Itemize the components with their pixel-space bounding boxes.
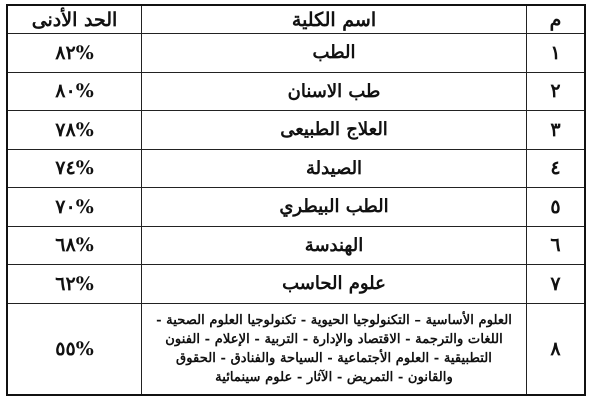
faculty-name: العلاج الطبيعى xyxy=(141,111,526,149)
faculty-name: الطب xyxy=(141,34,526,72)
table-row xyxy=(8,227,584,266)
table-row xyxy=(8,111,584,150)
minimum-score: %٦٢ xyxy=(55,272,94,295)
faculty-name-list xyxy=(141,304,526,394)
minimum-score: %٧٤ xyxy=(55,157,94,180)
faculty-name: علوم الحاسب xyxy=(141,265,526,303)
table-row xyxy=(8,34,584,73)
row-number: ٧ xyxy=(526,265,584,303)
header-minimum: الحد الأدنى xyxy=(31,8,118,31)
row-number: ٣ xyxy=(526,111,584,149)
header-faculty-name: اسم الكلية xyxy=(141,6,526,33)
minimum-score: %٧٨ xyxy=(55,118,94,141)
minimum-scores-table xyxy=(6,4,586,396)
row-number: ٦ xyxy=(526,227,584,265)
row-number: ٤ xyxy=(526,150,584,188)
table-header-row xyxy=(8,6,584,34)
row-number: ١ xyxy=(526,34,584,72)
faculty-name: الصيدلة xyxy=(141,150,526,188)
minimum-score: %٥٥ xyxy=(55,337,94,360)
minimum-score: %٨٠ xyxy=(55,80,94,103)
table-row xyxy=(8,265,584,304)
row-number: ٥ xyxy=(526,188,584,226)
minimum-score: %٨٢ xyxy=(55,41,94,64)
faculty-name-list-text: العلوم الأساسية – التكنولوجيا الحيوية - تكنولوجيا العلوم الصحية - اللغات والترجمة - الاقتصاد والإدارة - التربية - الإعلام - الفنون التطبيقية - العلوم الأجتماعية - السياحة والفنادق - الحقوق والقانون - التمريض - الآثار - علوم سينمائية xyxy=(156,312,512,385)
table-row xyxy=(8,188,584,227)
row-number: ٢ xyxy=(526,73,584,111)
table-row xyxy=(8,73,584,112)
faculty-name: الطب البيطري xyxy=(141,188,526,226)
minimum-score: %٦٨ xyxy=(55,234,94,257)
table-row xyxy=(8,150,584,189)
table-row xyxy=(8,304,584,394)
row-number: ٨ xyxy=(526,304,584,394)
header-number: م xyxy=(526,6,584,33)
faculty-name: طب الاسنان xyxy=(141,73,526,111)
faculty-name: الهندسة xyxy=(141,227,526,265)
minimum-score: %٧٠ xyxy=(55,195,94,218)
